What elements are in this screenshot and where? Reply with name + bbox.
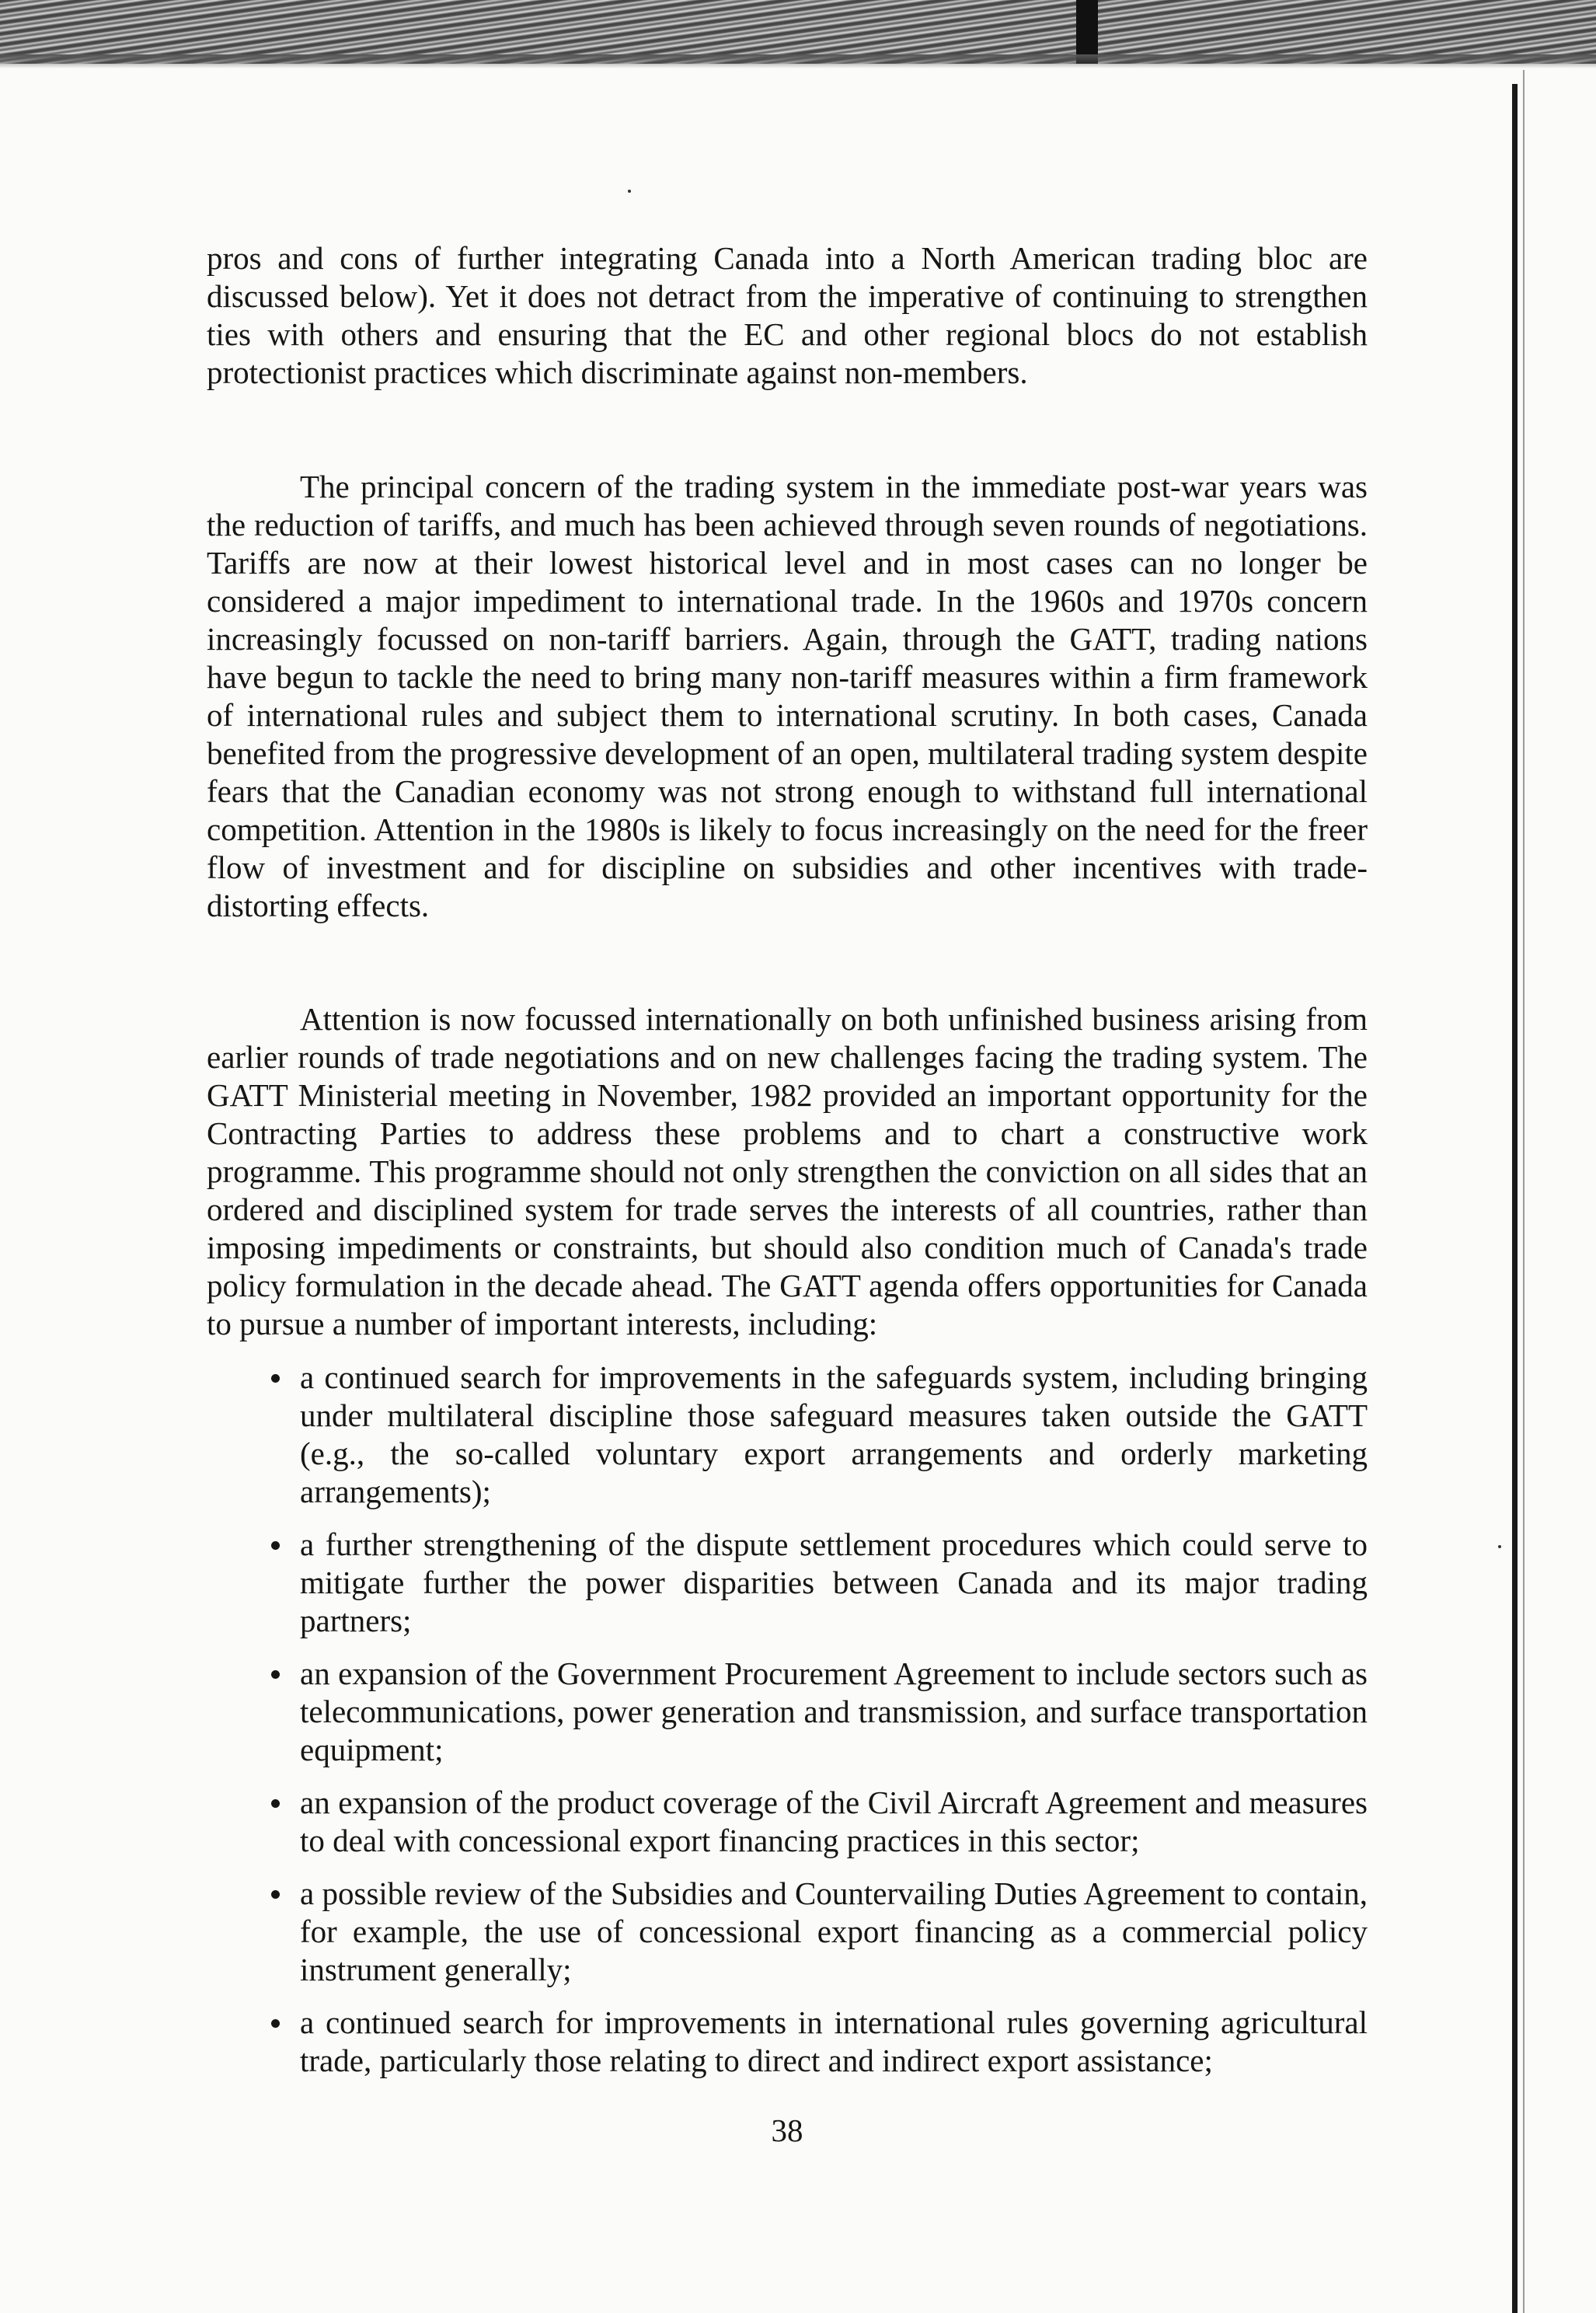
bullet-icon: [271, 1541, 280, 1550]
bullet-icon: [271, 1799, 280, 1808]
page-binding-edge: [1512, 84, 1518, 2313]
page-number: 38: [771, 2112, 803, 2148]
paragraph-gatt-agenda: Attention is now focussed internationally on both unfinished business arising from earlier rounds of trade negotiations and on new challenges facing the trading system. The GATT Ministerial meeting in November, 1982 provided an important opportunity for the Contracting Parties to address these problems and to chart a constructive work programme. This programme should not only strengthen the conviction on all sides that an ordered and disciplined system for trade serves the interests of all countries, rather than imposing impediments or constraints, but should also condition much of Canada's trade policy formulation in the decade ahead. The GATT agenda offers opportunities for Canada to pursue a number of important interests, including:: [207, 1001, 1368, 1341]
list-item: [207, 2004, 1368, 2080]
interests-list: [207, 1359, 1368, 2080]
page-binding-edge-thin: [1523, 70, 1525, 2313]
bullet-icon: [271, 2019, 280, 2028]
bullet-icon: [271, 1670, 280, 1679]
list-item: [207, 1359, 1368, 1511]
list-item-text: a continued search for improvements in the safeguards system, including bringing under multilateral discipline those safeguard measures taken outside the GATT (e.g., the so-called voluntary export arrangements and orderly marketing arrangements);: [300, 1359, 1368, 1509]
document-body: [207, 239, 1368, 2095]
scan-speck: [1498, 1545, 1501, 1548]
paragraph-tariffs: The principal concern of the trading system in the immediate post-war years was the reduction of tariffs, and much has been achieved through seven rounds of negotiations. Tariffs are now at their lowest historical level and in most cases can no longer be considered a major impediment to international trade. In the 1960s and 1970s concern increasingly focussed on non-tariff barriers. Again, through the GATT, trading nations have begun to tackle the need to bring many non-tariff measures within a firm framework of international rules and subject them to international scrutiny. In both cases, Canada benefited from the progressive development of an open, multilateral trading system despite fears that the Canadian economy was not strong enough to withstand full international competition. Attention in the 1980s is likely to focus increasingly on the need for the freer flow of investment and for discipline on subsidies and other incentives with trade-distorting effects.: [207, 469, 1368, 923]
list-item-text: an expansion of the Government Procurement Agreement to include sectors such as telecommunications, power generation and transmission, and surface transportation equipment;: [300, 1655, 1368, 1767]
list-item-text: a continued search for improvements in international rules governing agricultural trade, particularly those relating to direct and indirect export assistance;: [300, 2004, 1368, 2078]
list-item-text: an expansion of the product coverage of the Civil Aircraft Agreement and measures to deal with concessional export financing practices in this sector;: [300, 1784, 1368, 1858]
list-item: [207, 1784, 1368, 1860]
scan-edge-shadow: [0, 54, 1596, 68]
list-item: [207, 1526, 1368, 1640]
scan-speck: [628, 190, 631, 193]
list-item: [207, 1655, 1368, 1769]
list-item-text: a further strengthening of the dispute settlement procedures which could serve to mitigate further the power disparities between Canada and its major trading partners;: [300, 1526, 1368, 1638]
bullet-icon: [271, 1890, 280, 1899]
bullet-icon: [271, 1374, 280, 1383]
paragraph-continuation: pros and cons of further integrating Canada into a North American trading bloc are discussed below). Yet it does not detract from the imperative of continuing to strengthen ties with others and ensuring that the EC and other regional blocs do not establish protectionist practices which discriminate against non-members.: [207, 240, 1368, 390]
list-item-text: a possible review of the Subsidies and Countervailing Duties Agreement to contain, for example, the use of concessional export financing as a commercial policy instrument generally;: [300, 1875, 1368, 1987]
list-item: [207, 1875, 1368, 1989]
